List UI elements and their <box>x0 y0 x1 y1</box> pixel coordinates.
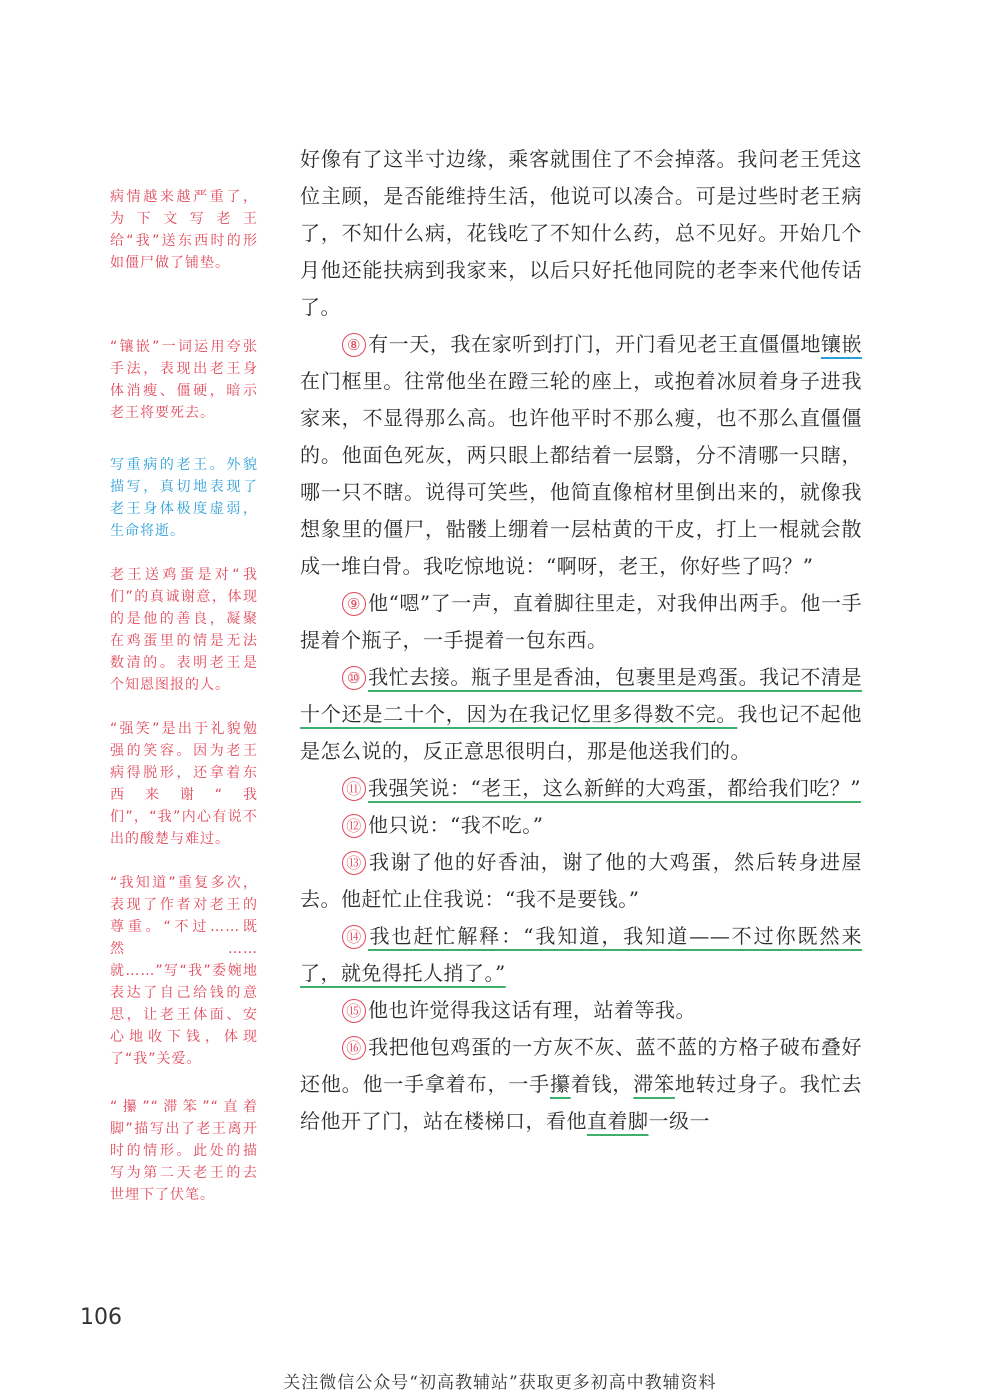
text-run: 着钱， <box>570 1072 634 1096</box>
paragraph-5 <box>300 770 862 807</box>
paragraph-number: ⑧ <box>342 333 366 357</box>
margin-note-4: 老王送鸡蛋是对“我们”的真诚谢意，体现的是他的善良，凝聚在鸡蛋里的情是无法数清的。表明老王是个知恩图报的人。 <box>110 567 258 693</box>
text-run: 我也记不起他是怎么说的，反正意思很明白，那是他送我们的。 <box>300 702 863 763</box>
text-run: 地转过身子。我忙去给他开了门，站在楼梯口，看他 <box>300 1072 863 1133</box>
footer-promo: 关注微信公众号“初高教辅站”获取更多初高中教辅资料 <box>283 1373 717 1393</box>
paragraph-number: ⑭ <box>342 925 366 949</box>
underlined-text: 我也赶忙解释：“我知道，我知道——不过你既然来了，就免得托人捎了。” <box>300 924 862 985</box>
underlined-text: 直着脚 <box>587 1109 649 1133</box>
main-text <box>300 141 862 1140</box>
margin-note-2: “镶嵌”一词运用夸张手法，表现出老王身体消瘦、僵硬，暗示老王将要死去。 <box>110 339 258 421</box>
text-run: 好像有了这半寸边缘，乘客就围住了不会掉落。我问老王凭这位主顾，是否能维持生活，他说可以凑合。可是过些时老王病了，不知什么病，花钱吃了不知什么药，总不见好。开始几个月他还能扶病到我家来，以后只好托他同院的老李来代他传话了。 <box>300 147 862 319</box>
text-run: 他也许觉得我这话有理，站着等我。 <box>368 998 696 1022</box>
page-number: 106 <box>80 1305 122 1330</box>
paragraph-number: ⑮ <box>342 999 366 1023</box>
text-run: 我谢了他的好香油，谢了他的大鸡蛋，然后转身进屋去。他赶忙止住我说：“我不是要钱。” <box>300 850 862 911</box>
paragraph-number: ⑬ <box>342 851 366 875</box>
paragraph-3 <box>300 585 862 659</box>
text-run: 我把他包鸡蛋的一方灰不灰、蓝不蓝的方格子破布叠好还他。他一手拿着布，一手 <box>300 1035 862 1096</box>
underlined-text: 滞笨 <box>633 1072 675 1096</box>
text-run: 他“嗯”了一声，直着脚往里走，对我伸出两手。他一手提着个瓶子，一手提着一包东西。 <box>300 591 862 652</box>
paragraph-9 <box>300 992 862 1029</box>
margin-note-5: “强笑”是出于礼貌勉强的笑容。因为老王病得脱形，还拿着东西来谢“我们”，“我”内心有说不出的酸楚与难过。 <box>110 721 258 847</box>
paragraph-8 <box>300 918 862 992</box>
margin-note-6: “我知道”重复多次，表现了作者对老王的尊重。“不过……既然……就……”写“我”委婉地表达了自己给钱的意思，让老王体面、安心地收下钱，体现了“我”关爱。 <box>110 875 258 1067</box>
underlined-text: 我忙去接。瓶子里是香油，包裹里是鸡蛋。我记不清是十个还是二十个，因为在我记忆里多得数不完。 <box>300 665 862 726</box>
paragraph-number: ⑪ <box>342 777 366 801</box>
margin-note-3: 写重病的老王。外貌描写，真切地表现了老王身体极度虚弱，生命将逝。 <box>110 457 258 539</box>
paragraph-number: ⑩ <box>342 666 366 690</box>
paragraph-2 <box>300 326 862 585</box>
paragraph-number: ⑨ <box>342 592 366 616</box>
text-run: 在门框里。往常他坐在蹬三轮的座上，或抱着冰屃着身子进我家来，不显得那么高。也许他平时不那么瘦，也不那么直僵僵的。他面色死灰，两只眼上都结着一层翳，分不清哪一只瞎，哪一只不瞎。说得可笑些，他简直像棺材里倒出来的，就像我想象里的僵尸，骷髅上绷着一层枯黄的干皮，打上一棍就会散成一堆白骨。我吃惊地说：“啊呀，老王，你好些了吗？” <box>300 369 862 578</box>
text-run: 一级一 <box>648 1109 710 1133</box>
underlined-text: 我强笑说：“老王，这么新鲜的大鸡蛋，都给我们吃？” <box>368 776 861 800</box>
underlined-text: 攥 <box>549 1072 571 1096</box>
paragraph-7 <box>300 844 862 918</box>
paragraph-10 <box>300 1029 862 1140</box>
margin-note-7: “攥”“滞笨”“直着脚”描写出了老王离开时的情形。此处的描写为第二天老王的去世埋下了伏笔。 <box>110 1099 258 1203</box>
margin-notes <box>110 186 258 1206</box>
text-run: 有一天，我在家听到打门，开门看见老王直僵僵地 <box>368 332 821 356</box>
paragraph-4 <box>300 659 862 770</box>
text-run: 他只说：“我不吃。” <box>368 813 544 837</box>
paragraph-number: ⑫ <box>342 814 366 838</box>
paragraph-1 <box>300 141 862 326</box>
paragraph-number: ⑯ <box>342 1036 366 1060</box>
margin-note-1: 病情越来越严重了，为下文写老王给“我”送东西时的形如僵尸做了铺垫。 <box>110 189 258 271</box>
paragraph-6 <box>300 807 862 844</box>
underlined-text: 镶嵌 <box>820 332 863 356</box>
